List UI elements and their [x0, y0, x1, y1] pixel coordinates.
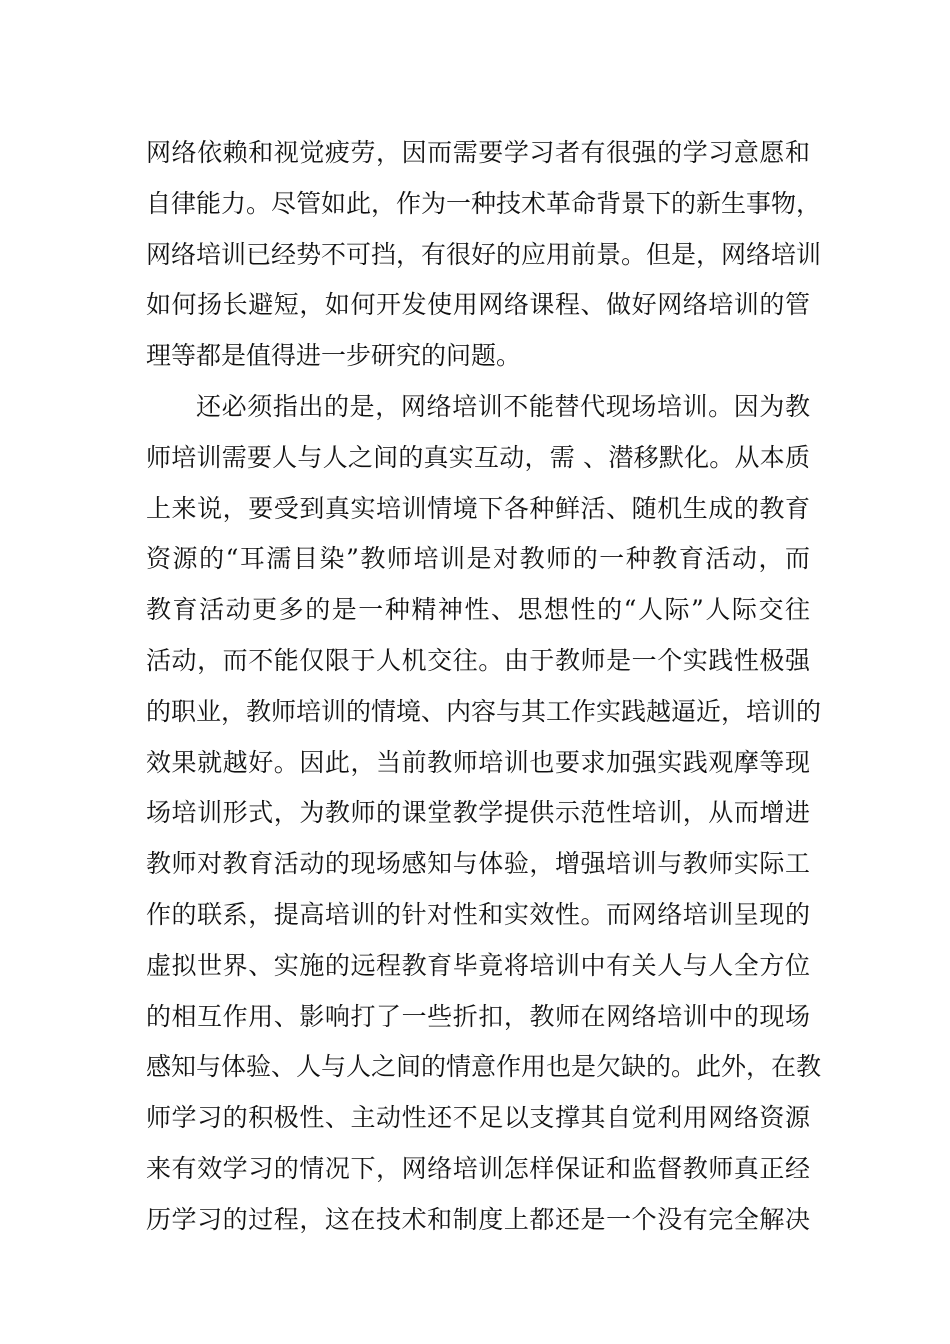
body-text [146, 128, 822, 1246]
text-line: 理等都是值得进一步研究的问题。 [146, 341, 522, 371]
text-line: 网络依赖和视觉疲劳，因而需要学习者有很强的学习意愿和 [146, 138, 810, 167]
text-line: 师培训需要人与人之间的真实互动，需 、潜移默化。从本质 [146, 442, 810, 472]
text-line: 如何扬长避短，如何开发使用网络课程、做好网络培训的管 [146, 290, 810, 320]
text-line: 感知与体验、人与人之间的情意作用也是欠缺的。此外，在教 [146, 1052, 822, 1082]
text-line: 的职业，教师培训的情境、内容与其工作实践越逼近，培训的 [146, 696, 822, 726]
text-line: 历学习的过程，这在技术和制度上都还是一个没有完全解决 [146, 1204, 810, 1234]
text-line: 网络培训已经势不可挡，有很好的应用前景。但是，网络培训 [146, 239, 822, 269]
text-line: 的相互作用、影响打了一些折扣，教师在网络培训中的现场 [146, 1001, 810, 1031]
text-line: 上来说，要受到真实培训情境下各种鲜活、随机生成的教育 [146, 493, 810, 523]
text-line: 教师对教育活动的现场感知与体验，增强培训与教师实际工 [146, 849, 810, 879]
text-line: 效果就越好。因此，当前教师培训也要求加强实践观摩等现 [146, 747, 810, 777]
text-line: 来有效学习的情况下，网络培训怎样保证和监督教师真正经 [146, 1153, 810, 1183]
paragraph-first-line: 还必须指出的是，网络培训不能替代现场培训。因为教 [196, 391, 810, 421]
text-line: 资源的“耳濡目染”教师培训是对教师的一种教育活动，而 [146, 544, 810, 574]
text-line: 教育活动更多的是一种精神性、思想性的“人际”人际交往 [146, 595, 810, 625]
text-line: 师学习的积极性、主动性还不足以支撑其自觉利用网络资源 [146, 1103, 810, 1133]
text-line: 活动，而不能仅限于人机交往。由于教师是一个实践性极强 [146, 645, 810, 675]
text-line: 场培训形式，为教师的课堂教学提供示范性培训，从而增进 [146, 798, 810, 828]
text-line: 自律能力。尽管如此，作为一种技术革命背景下的新生事物， [146, 188, 822, 218]
text-line: 虚拟世界、实施的远程教育毕竟将培训中有关人与人全方位 [146, 950, 810, 980]
text-line: 作的联系，提高培训的针对性和实效性。而网络培训呈现的 [146, 899, 810, 929]
